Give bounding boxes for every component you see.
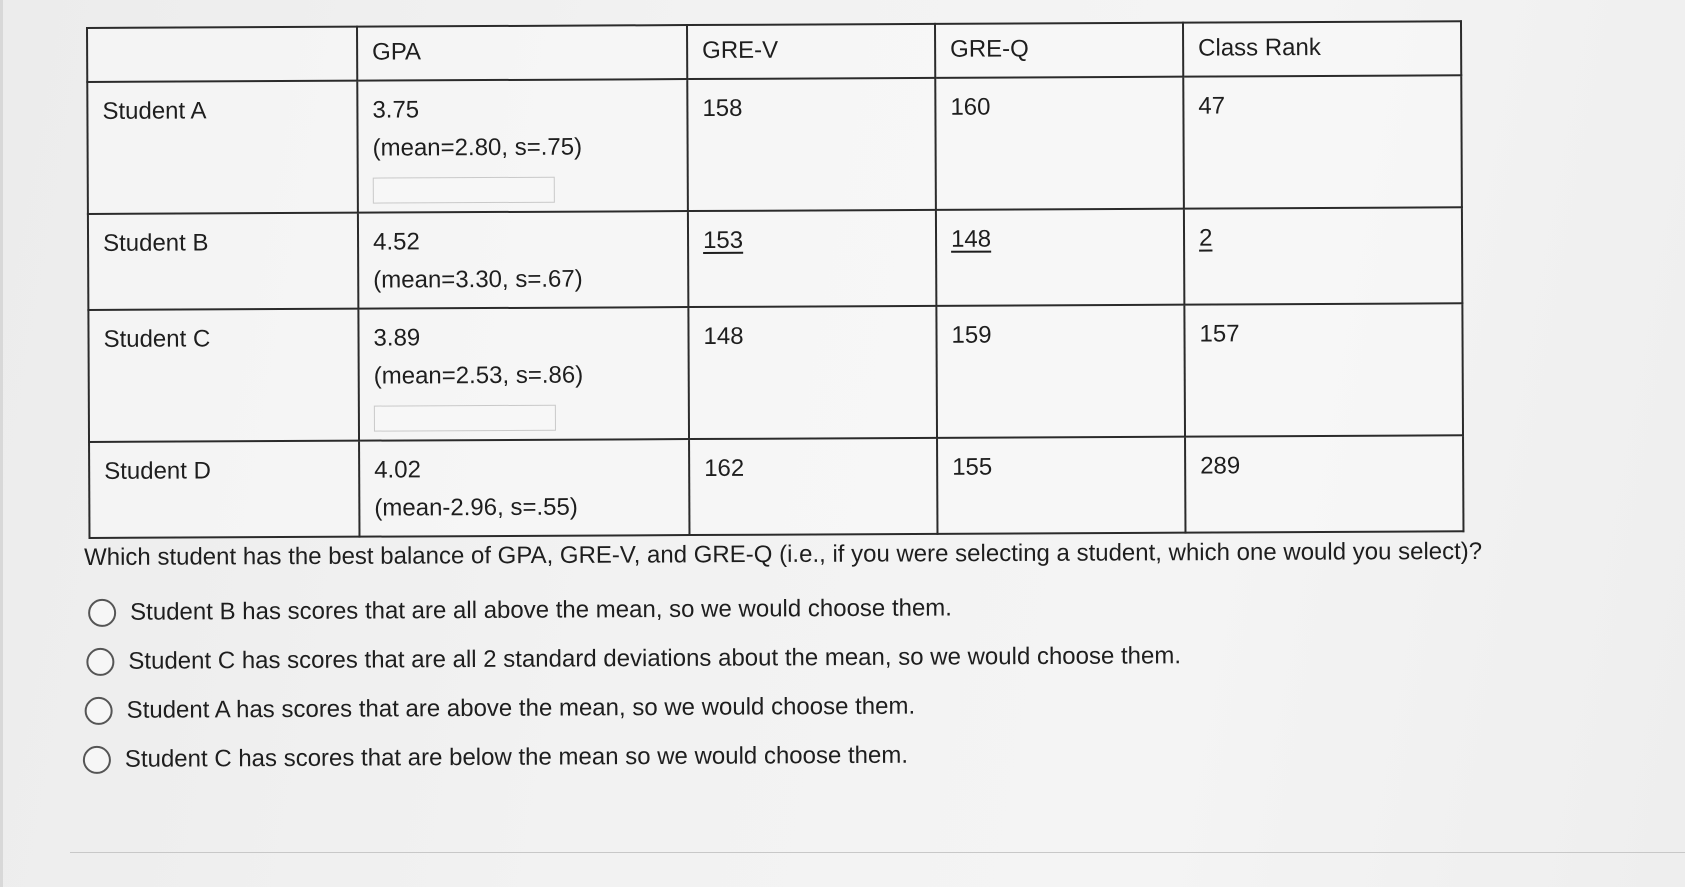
- gpa-cell: [358, 307, 689, 441]
- gre-v-value: [688, 210, 936, 307]
- table-header-row: [87, 21, 1461, 82]
- class-rank-value: 47: [1183, 75, 1462, 208]
- radio-button-icon[interactable]: [85, 696, 113, 724]
- table-row-student-d: [89, 435, 1463, 538]
- student-name: Student C: [88, 309, 359, 442]
- header-gre-v: GRE-V: [687, 24, 935, 79]
- option-label: Student B has scores that are all above the mean, so we would choose them.: [130, 593, 952, 626]
- gre-q-value: 159: [936, 305, 1185, 438]
- header-class-rank: Class Rank: [1183, 21, 1461, 76]
- gpa-stats: (mean-2.96, s=.55): [374, 493, 578, 522]
- gpa-stats: (mean=2.53, s=.86): [373, 361, 584, 390]
- radio-button-icon[interactable]: [86, 647, 114, 675]
- gpa-value: 3.89: [373, 324, 421, 352]
- gre-q-value: [936, 209, 1184, 306]
- answer-option-1[interactable]: [88, 582, 1181, 637]
- gpa-cell: [357, 79, 688, 213]
- answer-blank-box: [373, 177, 555, 204]
- gpa-value: 4.02: [374, 456, 421, 484]
- table-row-student-a: [87, 75, 1462, 214]
- answer-option-3[interactable]: [85, 680, 1182, 735]
- header-gpa: GPA: [357, 25, 687, 81]
- header-empty-cell: [87, 27, 357, 82]
- answer-options: [84, 582, 1182, 784]
- student-name: Student D: [89, 441, 359, 538]
- gre-v-value: 158: [687, 78, 936, 211]
- answer-blank-box: [374, 405, 556, 432]
- student-name: Student B: [88, 213, 358, 310]
- table-row-student-c: [88, 303, 1463, 442]
- gre-q-value: 155: [937, 437, 1185, 534]
- gpa-cell: [358, 211, 688, 309]
- student-scores-table: [86, 20, 1464, 539]
- page-edge: [0, 0, 3, 887]
- gpa-value: 4.52: [372, 228, 420, 256]
- class-rank-value: [1184, 207, 1462, 304]
- gre-q-underlined: 148: [950, 225, 992, 253]
- gpa-value: 3.75: [372, 96, 420, 124]
- gre-v-value: 162: [689, 438, 937, 535]
- gre-q-value: 160: [935, 77, 1184, 210]
- gre-v-underlined: 153: [702, 226, 744, 254]
- radio-button-icon[interactable]: [88, 598, 116, 626]
- class-rank-value: 157: [1184, 303, 1463, 436]
- answer-option-4[interactable]: [83, 729, 1182, 784]
- class-rank-value: 289: [1185, 435, 1463, 532]
- header-gre-q: GRE-Q: [935, 23, 1183, 78]
- bottom-divider: [70, 852, 1685, 853]
- gpa-cell: [359, 439, 689, 537]
- class-rank-underlined: 2: [1198, 224, 1213, 252]
- option-label: Student A has scores that are above the mean, so we would choose them.: [126, 692, 916, 724]
- gpa-stats: (mean=3.30, s=.67): [373, 265, 583, 294]
- question-text: Which student has the best balance of GPA, GRE-V, and GRE-Q (i.e., if you were selecting a student, which one would you select)?: [84, 537, 1483, 571]
- gre-v-value: 148: [688, 306, 937, 439]
- table-row-student-b: [88, 207, 1462, 310]
- option-label: Student C has scores that are all 2 standard deviations about the mean, so we would choose them.: [128, 641, 1182, 675]
- gpa-stats: (mean=2.80, s=.75): [372, 133, 583, 162]
- student-name: Student A: [87, 81, 358, 214]
- answer-option-2[interactable]: [86, 631, 1181, 686]
- radio-button-icon[interactable]: [83, 745, 111, 773]
- option-label: Student C has scores that are below the mean so we would choose them.: [124, 741, 909, 773]
